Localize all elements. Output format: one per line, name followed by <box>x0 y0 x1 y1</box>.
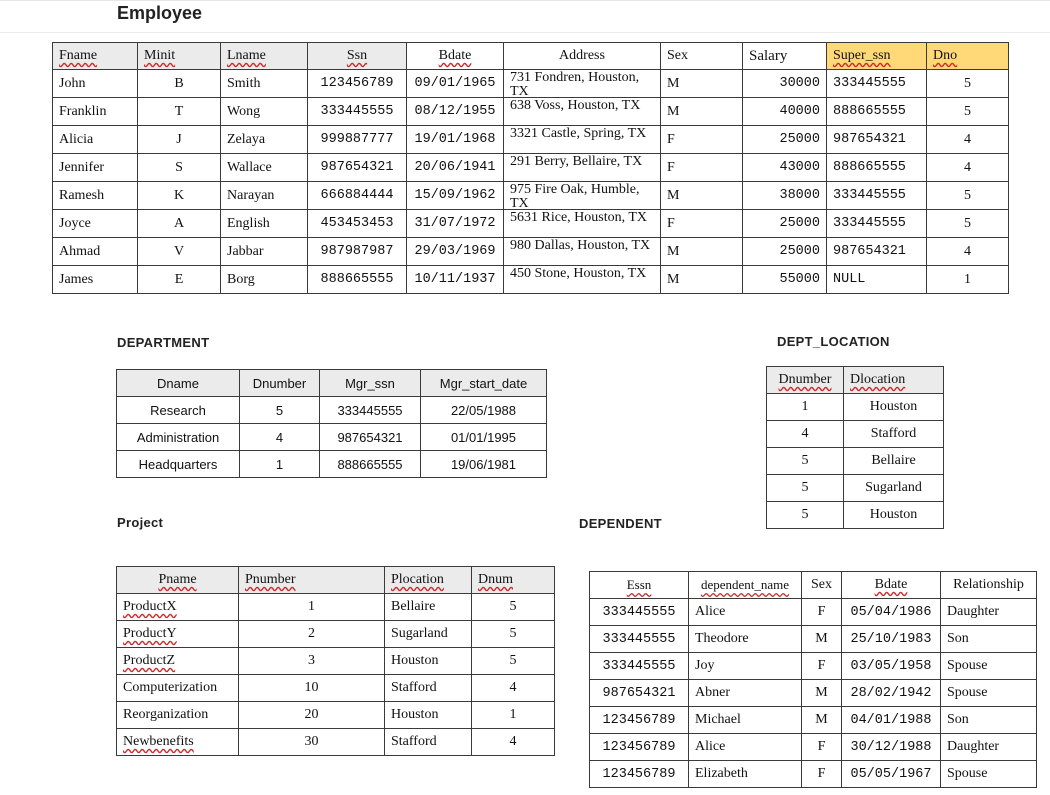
dlocation-cell: Stafford <box>844 421 944 448</box>
ssn-cell: 666884444 <box>308 182 407 210</box>
sex-cell: M <box>802 626 842 653</box>
col-bdate: Bdate <box>842 572 941 599</box>
col-dnum: Dnum <box>472 567 555 594</box>
salary-cell: 55000 <box>743 266 827 294</box>
employee-row <box>53 70 1009 98</box>
dependent-row <box>590 761 1037 788</box>
bdate-cell: 25/10/1983 <box>842 626 941 653</box>
sex-cell: M <box>661 98 743 126</box>
relationship-cell: Son <box>941 626 1037 653</box>
plocation-cell: Stafford <box>385 675 472 702</box>
cell-text: 3321 Castle, Spring, TX <box>510 127 647 141</box>
col-lname: Lname <box>221 43 308 70</box>
col-ssn: Ssn <box>308 43 407 70</box>
lname-cell: Jabbar <box>221 238 308 266</box>
dependent-name-cell: Elizabeth <box>689 761 802 788</box>
ssn-cell: 999887777 <box>308 126 407 154</box>
essn-cell: 333445555 <box>590 599 689 626</box>
relationship-cell: Spouse <box>941 761 1037 788</box>
lname-cell: English <box>221 210 308 238</box>
dept-location-title: DEPT_LOCATION <box>777 334 890 349</box>
project-row <box>117 675 555 702</box>
project-row <box>117 648 555 675</box>
project-row <box>117 621 555 648</box>
pname-cell: Computerization <box>117 675 239 702</box>
dno-cell: 5 <box>927 182 1009 210</box>
dnum-cell: 1 <box>472 702 555 729</box>
col-dname: Dname <box>117 370 240 397</box>
department-row <box>117 451 547 478</box>
pname-cell: Reorganization <box>117 702 239 729</box>
dnum-cell: 5 <box>472 648 555 675</box>
col-dno: Dno <box>927 43 1009 70</box>
plocation-cell: Houston <box>385 648 472 675</box>
dept-location-row <box>767 502 944 529</box>
col-dnumber: Dnumber <box>767 367 844 394</box>
pnumber-cell: 20 <box>239 702 385 729</box>
dnumber-cell: 4 <box>767 421 844 448</box>
dlocation-cell: Sugarland <box>844 475 944 502</box>
dnum-cell: 4 <box>472 675 555 702</box>
col-dependent-name: dependent_name <box>689 572 802 599</box>
col-sex: Sex <box>661 43 743 70</box>
dept-location-row <box>767 448 944 475</box>
minit-cell: K <box>138 182 221 210</box>
super-ssn-cell: 333445555 <box>827 70 927 98</box>
dnumber-cell: 1 <box>767 394 844 421</box>
plocation-cell: Stafford <box>385 729 472 756</box>
plocation-cell: Houston <box>385 702 472 729</box>
super-ssn-cell: 333445555 <box>827 182 927 210</box>
dept-location-row <box>767 421 944 448</box>
address-cell <box>504 238 661 266</box>
sex-cell: F <box>802 599 842 626</box>
sex-cell: F <box>802 761 842 788</box>
dependent-table <box>589 571 1037 788</box>
project-title: Project <box>117 515 164 530</box>
lname-cell: Wong <box>221 98 308 126</box>
dnum-cell: 5 <box>472 621 555 648</box>
dependent-row <box>590 599 1037 626</box>
minit-cell: S <box>138 154 221 182</box>
sex-cell: M <box>661 182 743 210</box>
col-super-ssn: Super_ssn <box>827 43 927 70</box>
dlocation-cell: Houston <box>844 394 944 421</box>
col-essn: Essn <box>590 572 689 599</box>
lname-cell: Wallace <box>221 154 308 182</box>
sex-cell: F <box>661 154 743 182</box>
bdate-cell: 08/12/1955 <box>407 98 504 126</box>
address-cell <box>504 210 661 238</box>
essn-cell: 123456789 <box>590 734 689 761</box>
project-row <box>117 594 555 621</box>
bdate-cell: 05/04/1986 <box>842 599 941 626</box>
col-salary: Salary <box>743 43 827 70</box>
ssn-cell: 453453453 <box>308 210 407 238</box>
col-sex: Sex <box>802 572 842 599</box>
dependent-row <box>590 707 1037 734</box>
sex-cell: M <box>661 266 743 294</box>
col-mgr-ssn: Mgr_ssn <box>320 370 421 397</box>
ssn-cell: 888665555 <box>308 266 407 294</box>
fname-cell: John <box>53 70 138 98</box>
ssn-cell: 987987987 <box>308 238 407 266</box>
dept-location-row <box>767 394 944 421</box>
cell-text: 638 Voss, Houston, TX <box>510 99 641 113</box>
cell-text: 291 Berry, Bellaire, TX <box>510 155 643 169</box>
dlocation-cell: Houston <box>844 502 944 529</box>
employee-row <box>53 98 1009 126</box>
address-cell <box>504 182 661 210</box>
lname-cell: Zelaya <box>221 126 308 154</box>
bdate-cell: 09/01/1965 <box>407 70 504 98</box>
salary-cell: 25000 <box>743 210 827 238</box>
bdate-cell: 29/03/1969 <box>407 238 504 266</box>
pname-cell: Newbenefits <box>117 729 239 756</box>
employee-row <box>53 182 1009 210</box>
employee-title: Employee <box>117 3 203 23</box>
sex-cell: F <box>661 126 743 154</box>
col-dlocation: Dlocation <box>844 367 944 394</box>
employee-row <box>53 266 1009 294</box>
super-ssn-cell: 888665555 <box>827 98 927 126</box>
bdate-cell: 04/01/1988 <box>842 707 941 734</box>
salary-cell: 25000 <box>743 126 827 154</box>
pname-cell: ProductX <box>117 594 239 621</box>
project-row <box>117 729 555 756</box>
pnumber-cell: 3 <box>239 648 385 675</box>
employee-row <box>53 126 1009 154</box>
fname-cell: Jennifer <box>53 154 138 182</box>
pname-cell: ProductY <box>117 621 239 648</box>
lname-cell: Narayan <box>221 182 308 210</box>
bdate-cell: 28/02/1942 <box>842 680 941 707</box>
col-bdate: Bdate <box>407 43 504 70</box>
bdate-cell: 03/05/1958 <box>842 653 941 680</box>
essn-cell: 123456789 <box>590 707 689 734</box>
bdate-cell: 05/05/1967 <box>842 761 941 788</box>
dno-cell: 5 <box>927 70 1009 98</box>
dname-cell: Administration <box>117 424 240 451</box>
super-ssn-cell: NULL <box>827 266 927 294</box>
dnumber-cell: 4 <box>240 424 320 451</box>
project-row <box>117 702 555 729</box>
sex-cell: F <box>802 653 842 680</box>
dependent-title: DEPENDENT <box>579 516 662 531</box>
pnumber-cell: 10 <box>239 675 385 702</box>
project-header-row <box>117 567 555 594</box>
dname-cell: Headquarters <box>117 451 240 478</box>
title-divider <box>0 32 1050 33</box>
dno-cell: 4 <box>927 154 1009 182</box>
lname-cell: Borg <box>221 266 308 294</box>
bdate-cell: 31/07/1972 <box>407 210 504 238</box>
dnum-cell: 4 <box>472 729 555 756</box>
essn-cell: 123456789 <box>590 761 689 788</box>
dnumber-cell: 5 <box>240 397 320 424</box>
fname-cell: Joyce <box>53 210 138 238</box>
top-border <box>0 0 1050 1</box>
fname-cell: Alicia <box>53 126 138 154</box>
super-ssn-cell: 987654321 <box>827 126 927 154</box>
minit-cell: V <box>138 238 221 266</box>
cell-text: 731 Fondren, Houston, TX <box>510 71 640 97</box>
minit-cell: J <box>138 126 221 154</box>
employee-header-row <box>53 43 1009 70</box>
dname-cell: Research <box>117 397 240 424</box>
mgr-ssn-cell: 333445555 <box>320 397 421 424</box>
dependent-name-cell: Theodore <box>689 626 802 653</box>
address-cell <box>504 126 661 154</box>
bdate-cell: 15/09/1962 <box>407 182 504 210</box>
dno-cell: 4 <box>927 126 1009 154</box>
employee-row <box>53 238 1009 266</box>
relationship-cell: Spouse <box>941 653 1037 680</box>
department-row <box>117 397 547 424</box>
essn-cell: 333445555 <box>590 653 689 680</box>
col-pname: Pname <box>117 567 239 594</box>
dno-cell: 4 <box>927 238 1009 266</box>
pnumber-cell: 30 <box>239 729 385 756</box>
fname-cell: Ahmad <box>53 238 138 266</box>
salary-cell: 30000 <box>743 70 827 98</box>
col-address: Address <box>504 43 661 70</box>
lname-cell: Smith <box>221 70 308 98</box>
relationship-cell: Spouse <box>941 680 1037 707</box>
cell-text: 450 Stone, Houston, TX <box>510 267 647 281</box>
fname-cell: Ramesh <box>53 182 138 210</box>
dno-cell: 5 <box>927 210 1009 238</box>
dependent-header-row <box>590 572 1037 599</box>
address-cell <box>504 98 661 126</box>
plocation-cell: Bellaire <box>385 594 472 621</box>
mgr-ssn-cell: 888665555 <box>320 451 421 478</box>
dependent-row <box>590 734 1037 761</box>
dlocation-cell: Bellaire <box>844 448 944 475</box>
relationship-cell: Daughter <box>941 599 1037 626</box>
dependent-row <box>590 653 1037 680</box>
col-pnumber: Pnumber <box>239 567 385 594</box>
employee-row <box>53 154 1009 182</box>
super-ssn-cell: 333445555 <box>827 210 927 238</box>
dependent-row <box>590 626 1037 653</box>
pnumber-cell: 2 <box>239 621 385 648</box>
minit-cell: T <box>138 98 221 126</box>
dnum-cell: 5 <box>472 594 555 621</box>
salary-cell: 25000 <box>743 238 827 266</box>
department-header-row <box>117 370 547 397</box>
address-cell <box>504 154 661 182</box>
dnumber-cell: 5 <box>767 475 844 502</box>
sex-cell: M <box>661 70 743 98</box>
cell-text: 975 Fire Oak, Humble, TX <box>510 183 640 209</box>
dependent-row <box>590 680 1037 707</box>
mgr-start-date-cell: 19/06/1981 <box>421 451 547 478</box>
col-fname: Fname <box>53 43 138 70</box>
employee-row <box>53 210 1009 238</box>
col-relationship: Relationship <box>941 572 1037 599</box>
dnumber-cell: 5 <box>767 448 844 475</box>
col-mgr-start-date: Mgr_start_date <box>421 370 547 397</box>
essn-cell: 333445555 <box>590 626 689 653</box>
dependent-name-cell: Alice <box>689 599 802 626</box>
sex-cell: M <box>802 680 842 707</box>
plocation-cell: Sugarland <box>385 621 472 648</box>
cell-text: 5631 Rice, Houston, TX <box>510 211 648 225</box>
pname-cell: ProductZ <box>117 648 239 675</box>
department-title: DEPARTMENT <box>117 335 210 350</box>
dependent-name-cell: Abner <box>689 680 802 707</box>
dependent-name-cell: Michael <box>689 707 802 734</box>
bdate-cell: 10/11/1937 <box>407 266 504 294</box>
sex-cell: M <box>661 238 743 266</box>
dept-location-header-row <box>767 367 944 394</box>
mgr-ssn-cell: 987654321 <box>320 424 421 451</box>
cell-text: 980 Dallas, Houston, TX <box>510 239 651 253</box>
ssn-cell: 987654321 <box>308 154 407 182</box>
super-ssn-cell: 888665555 <box>827 154 927 182</box>
minit-cell: A <box>138 210 221 238</box>
salary-cell: 38000 <box>743 182 827 210</box>
salary-cell: 43000 <box>743 154 827 182</box>
employee-table <box>52 42 1009 294</box>
relationship-cell: Son <box>941 707 1037 734</box>
bdate-cell: 20/06/1941 <box>407 154 504 182</box>
col-plocation: Plocation <box>385 567 472 594</box>
mgr-start-date-cell: 22/05/1988 <box>421 397 547 424</box>
dependent-name-cell: Alice <box>689 734 802 761</box>
fname-cell: Franklin <box>53 98 138 126</box>
mgr-start-date-cell: 01/01/1995 <box>421 424 547 451</box>
bdate-cell: 30/12/1988 <box>842 734 941 761</box>
sex-cell: F <box>661 210 743 238</box>
minit-cell: E <box>138 266 221 294</box>
bdate-cell: 19/01/1968 <box>407 126 504 154</box>
salary-cell: 40000 <box>743 98 827 126</box>
pnumber-cell: 1 <box>239 594 385 621</box>
minit-cell: B <box>138 70 221 98</box>
dependent-name-cell: Joy <box>689 653 802 680</box>
address-cell <box>504 266 661 294</box>
sex-cell: F <box>802 734 842 761</box>
super-ssn-cell: 987654321 <box>827 238 927 266</box>
col-minit: Minit <box>138 43 221 70</box>
dno-cell: 5 <box>927 98 1009 126</box>
department-table <box>116 369 547 478</box>
department-row <box>117 424 547 451</box>
fname-cell: James <box>53 266 138 294</box>
dnumber-cell: 1 <box>240 451 320 478</box>
ssn-cell: 123456789 <box>308 70 407 98</box>
relationship-cell: Daughter <box>941 734 1037 761</box>
dno-cell: 1 <box>927 266 1009 294</box>
sex-cell: M <box>802 707 842 734</box>
project-table <box>116 566 555 756</box>
address-cell <box>504 70 661 98</box>
essn-cell: 987654321 <box>590 680 689 707</box>
col-dnumber: Dnumber <box>240 370 320 397</box>
dnumber-cell: 5 <box>767 502 844 529</box>
dept-location-table <box>766 366 944 529</box>
ssn-cell: 333445555 <box>308 98 407 126</box>
dept-location-row <box>767 475 944 502</box>
